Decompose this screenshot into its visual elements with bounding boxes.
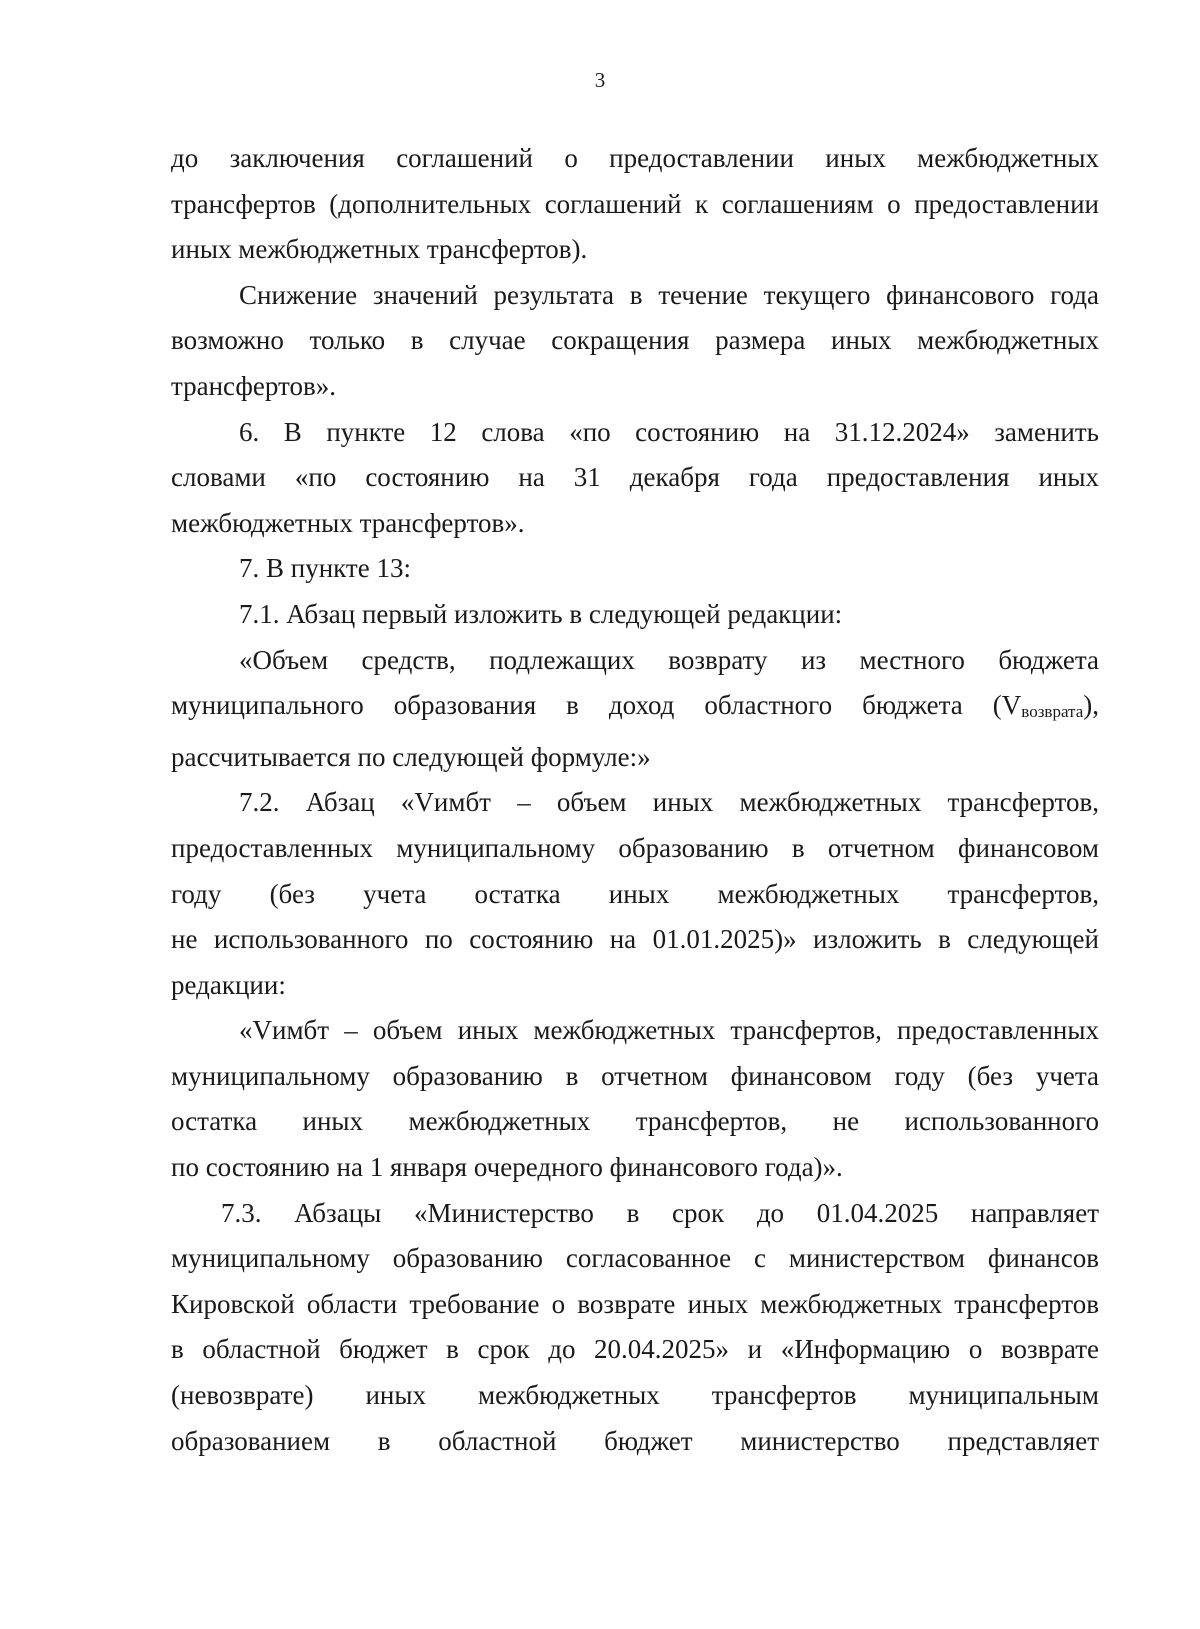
text-line: остатка иных межбюджетных трансфертов, не использованного — [171, 1106, 1099, 1137]
paragraph-quoted-formula-intro — [171, 638, 1099, 781]
text-line: трансфертов (дополнительных соглашений к соглашениям о предоставлении — [171, 188, 1099, 219]
text-line: межбюджетных трансфертов». — [171, 507, 525, 538]
subscript-vozvrata: возврата — [1021, 702, 1084, 722]
text-line: 7.1. Абзац первый изложить в следующей редакции: — [239, 598, 843, 629]
paragraph-result-decrease — [171, 273, 1099, 410]
text-line: 7. В пункте 13: — [239, 553, 411, 584]
text-line: году (без учета остатка иных межбюджетных трансфертов, — [171, 878, 1099, 909]
paragraph-item-7-3 — [171, 1191, 1099, 1465]
text-line: Кировской области требование о возврате иных межбюджетных трансфертов — [171, 1288, 1099, 1319]
text-line: по состоянию на 1 января очередного финансового года)». — [171, 1152, 843, 1183]
document-body — [171, 136, 1099, 1464]
text-line: в областной бюджет в срок до 20.04.2025» и «Информацию о возврате — [171, 1334, 1099, 1365]
text-line: (невозврате) иных межбюджетных трансфертов муниципальным — [171, 1380, 1099, 1411]
text-line: образованием в областной бюджет министерство представляет — [171, 1425, 1099, 1456]
text-line: «Vимбт – объем иных межбюджетных трансфертов, предоставленных — [239, 1015, 1099, 1046]
paragraph-item-7-2 — [171, 780, 1099, 1008]
text-line: возможно только в случае сокращения размера иных межбюджетных — [171, 325, 1099, 356]
text-line-with-subscript — [171, 683, 1099, 735]
text-line: словами «по состоянию на 31 декабря года предоставления иных — [171, 462, 1099, 493]
text-line: Снижение значений результата в течение текущего финансового года — [239, 279, 1099, 310]
text-line: «Объем средств, подлежащих возврату из местного бюджета — [239, 644, 1099, 675]
paragraph-quoted-new-wording — [171, 1008, 1099, 1190]
text-line: трансфертов». — [171, 370, 336, 401]
text-line: рассчитывается по следующей формуле:» — [171, 741, 651, 772]
text-line: до заключения соглашений о предоставлении иных межбюджетных — [171, 143, 1099, 173]
paragraph-item-6 — [171, 410, 1099, 547]
page-number: 3 — [594, 68, 606, 92]
text-fragment: ), — [1083, 690, 1099, 721]
paragraph-continuation — [171, 136, 1099, 273]
text-line: муниципальному образованию в отчетном финансовом году (без учета — [171, 1060, 1099, 1091]
text-line: редакции: — [171, 969, 286, 1000]
text-line: 7.2. Абзац «Vимбт – объем иных межбюджетных трансфертов, — [239, 787, 1099, 818]
paragraph-item-7 — [171, 546, 1099, 592]
paragraph-item-7-1 — [171, 592, 1099, 638]
text-line: 6. В пункте 12 слова «по состоянию на 31.12.2024» заменить — [239, 416, 1099, 447]
text-line: не использованного по состоянию на 01.01.2025)» изложить в следующей — [171, 924, 1099, 955]
text-line: муниципальному образованию согласованное с министерством финансов — [171, 1243, 1099, 1274]
text-line: иных межбюджетных трансфертов). — [171, 234, 588, 265]
text-line: предоставленных муниципальному образованию в отчетном финансовом — [171, 832, 1099, 863]
text-line: 7.3. Абзацы «Министерство в срок до 01.04.2025 направляет — [221, 1197, 1099, 1228]
text-fragment: муниципального образования в доход областного бюджета (V — [171, 690, 1022, 721]
